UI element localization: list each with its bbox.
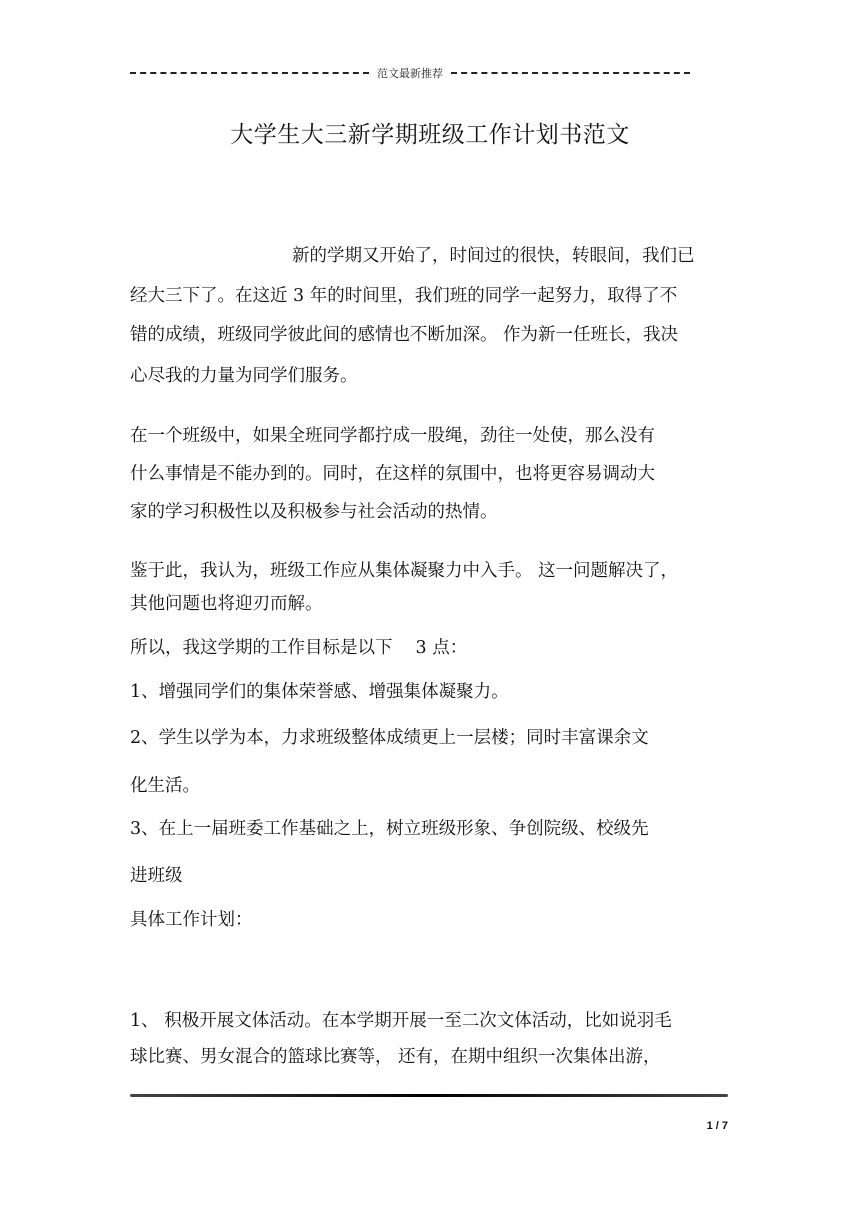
body-line: 心尽我的力量为同学们服务。	[130, 366, 358, 386]
body-line: 错的成绩，班级同学彼此间的感情也不断加深。 作为新一任班长，我决	[130, 325, 679, 345]
document-title: 大学生大三新学期班级工作计划书范文	[230, 122, 630, 148]
body-line: 经大三下了。在这近 3 年的时间里，我们班的同学一起努力，取得了不	[130, 286, 678, 306]
body-line: 鉴于此，我认为，班级工作应从集体凝聚力中入手。 这一问题解决了，	[130, 561, 679, 581]
body-line: 在一个班级中，如果全班同学都拧成一股绳，劲往一处使，那么没有	[130, 426, 655, 446]
body-line: 1、增强同学们的集体荣誉感、增强集体凝聚力。	[130, 682, 509, 702]
header-dash-left	[130, 72, 369, 74]
body-line: 家的学习积极性以及积极参与社会活动的热情。	[130, 502, 498, 522]
body-line: 具体工作计划：	[130, 910, 253, 930]
body-line: 其他问题也将迎刃而解。	[130, 594, 323, 614]
body-line: 什么事情是不能办到的。同时，在这样的氛围中，也将更容易调动大	[130, 464, 655, 484]
body-line: 1、 积极开展文体活动。在本学期开展一至二次文体活动，比如说羽毛	[130, 1011, 672, 1031]
body-line: 所以，我这学期的工作目标是以下 3 点：	[130, 638, 468, 658]
body-line: 球比赛、男女混合的篮球比赛等， 还有，在期中组织一次集体出游，	[130, 1047, 661, 1067]
header-dash-right	[451, 72, 690, 74]
body-line: 2、学生以学为本，力求班级整体成绩更上一层楼；同时丰富课余文	[130, 728, 649, 748]
body-line: 3、在上一届班委工作基础之上，树立班级形象、争创院级、校级先	[130, 819, 649, 839]
page-number: 1 / 7	[706, 1120, 728, 1132]
body-line: 化生活。	[130, 776, 200, 796]
header-label: 范文最新推荐	[377, 67, 443, 80]
page-header	[130, 64, 690, 82]
footer-rule	[130, 1094, 728, 1097]
body-line: 新的学期又开始了，时间过的很快，转眼间，我们已	[292, 246, 695, 266]
body-line: 进班级	[130, 866, 183, 886]
